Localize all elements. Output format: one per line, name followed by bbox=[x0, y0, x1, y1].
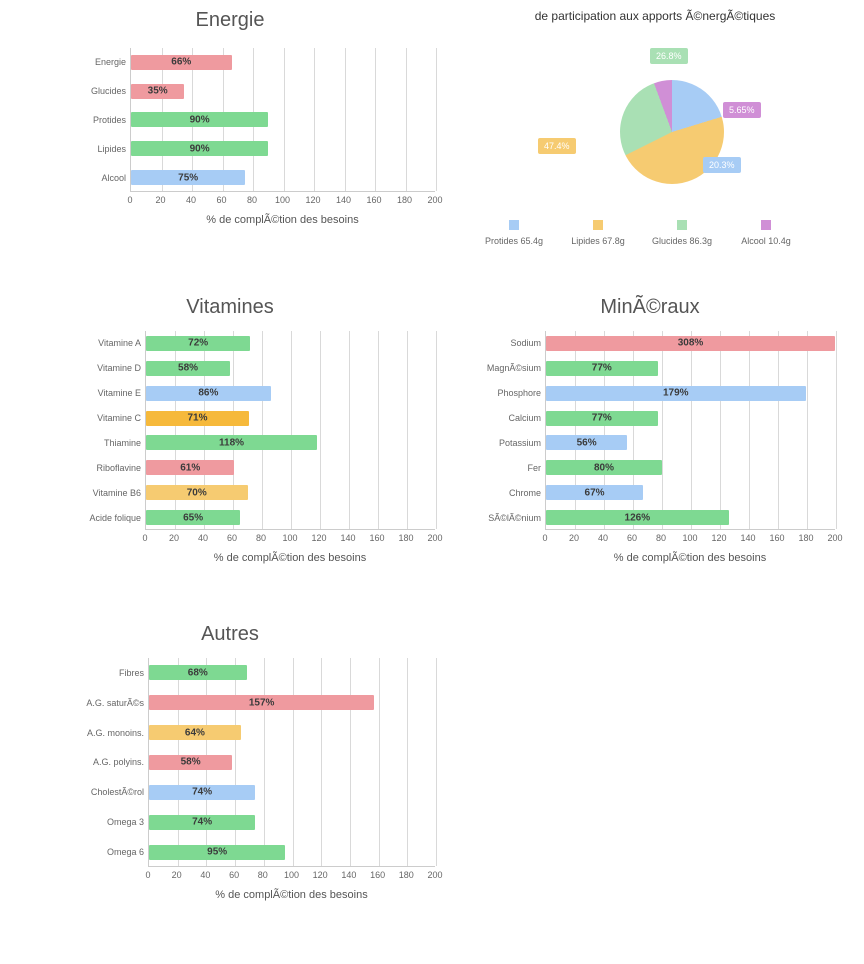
category-label: A.G. saturÃ©s bbox=[86, 697, 144, 708]
plot-area bbox=[486, 331, 835, 530]
legend-label: Alcool 10.4g bbox=[741, 236, 791, 246]
category-label: Alcool bbox=[101, 172, 126, 183]
bar bbox=[146, 386, 271, 401]
bar-value-label: 75% bbox=[178, 172, 199, 184]
x-tick-label: 200 bbox=[427, 870, 443, 880]
x-tick-label: 120 bbox=[311, 533, 327, 543]
bar bbox=[131, 141, 268, 156]
legend-item[interactable] bbox=[556, 220, 640, 246]
category-label: Vitamine A bbox=[98, 338, 141, 349]
x-tick-label: 180 bbox=[398, 870, 414, 880]
x-tick-label: 20 bbox=[155, 195, 166, 205]
bar-row bbox=[106, 837, 435, 867]
x-tick-label: 160 bbox=[369, 533, 385, 543]
bar-row bbox=[510, 331, 835, 356]
bar-value-label: 56% bbox=[576, 437, 597, 449]
x-tick-label: 200 bbox=[427, 533, 443, 543]
category-label: SÃ©lÃ©nium bbox=[488, 512, 541, 523]
legend-label: Lipides 67.8g bbox=[571, 236, 625, 246]
bar bbox=[131, 112, 268, 127]
gridline bbox=[436, 48, 437, 191]
bar-value-label: 95% bbox=[207, 846, 228, 858]
bar-row bbox=[486, 356, 835, 381]
bar-row bbox=[86, 718, 435, 748]
gridline bbox=[436, 331, 437, 529]
x-tick-label: 0 bbox=[542, 533, 548, 543]
x-tick-label: 100 bbox=[282, 533, 298, 543]
x-tick-label: 60 bbox=[226, 533, 238, 543]
category-label: Omega 3 bbox=[106, 817, 144, 828]
bar bbox=[546, 435, 627, 450]
bar-row bbox=[86, 688, 435, 718]
bar-chart-vitamines bbox=[89, 331, 443, 576]
bar bbox=[546, 460, 662, 475]
plot-area bbox=[86, 658, 435, 867]
legend-swatch bbox=[677, 220, 687, 230]
legend-label: Protides 65.4g bbox=[484, 236, 544, 246]
bar bbox=[146, 510, 240, 525]
bar-value-label: 61% bbox=[180, 462, 201, 474]
bar bbox=[546, 411, 658, 426]
bar-chart-energie bbox=[90, 48, 443, 238]
bar-value-label: 68% bbox=[187, 667, 208, 679]
x-tick-label: 80 bbox=[655, 533, 667, 543]
bar-value-label: 80% bbox=[593, 462, 615, 474]
legend-swatch bbox=[509, 220, 519, 230]
bar bbox=[146, 336, 250, 351]
bar bbox=[546, 386, 806, 401]
category-label: Vitamine B6 bbox=[92, 487, 141, 498]
plot-area bbox=[89, 331, 435, 530]
category-label: Vitamine E bbox=[97, 388, 141, 399]
bar bbox=[546, 336, 835, 351]
bar-row bbox=[92, 748, 435, 778]
bar-value-label: 66% bbox=[171, 56, 192, 68]
legend-item[interactable] bbox=[472, 220, 556, 246]
x-tick-label: 140 bbox=[341, 870, 357, 880]
x-tick-label: 20 bbox=[168, 533, 180, 543]
bar-row bbox=[89, 505, 435, 530]
category-label: MagnÃ©sium bbox=[486, 363, 541, 374]
x-tick-label: 20 bbox=[171, 870, 182, 880]
bar bbox=[146, 361, 230, 376]
category-label: Protides bbox=[92, 114, 126, 125]
category-label: CholestÃ©rol bbox=[90, 787, 144, 798]
bar bbox=[146, 411, 249, 426]
pie-slice-label: 5.65% bbox=[723, 102, 761, 118]
bar bbox=[546, 485, 643, 500]
bar-value-label: 77% bbox=[591, 412, 612, 424]
category-label: Glucides bbox=[90, 86, 126, 97]
legend-item[interactable] bbox=[640, 220, 724, 246]
chart-panel-vitamines bbox=[20, 295, 443, 585]
bar bbox=[149, 845, 285, 860]
x-tick-label: 60 bbox=[229, 870, 240, 880]
legend-item[interactable] bbox=[724, 220, 808, 246]
chart-panel-mineraux bbox=[440, 295, 860, 585]
bar bbox=[149, 785, 255, 800]
x-tick-label: 40 bbox=[197, 533, 209, 543]
category-label: A.G. monoins. bbox=[86, 727, 144, 738]
bar bbox=[131, 84, 184, 99]
pie-slice-label: 26.8% bbox=[650, 48, 688, 64]
gridline bbox=[836, 331, 837, 529]
chart-title-apports: de participation aux apports Ã©nergÃ©tiques bbox=[534, 9, 776, 23]
bar-row bbox=[92, 480, 435, 505]
bar bbox=[149, 725, 241, 740]
bar-value-label: 71% bbox=[187, 412, 208, 424]
bar-value-label: 67% bbox=[584, 487, 605, 499]
pie-slice-label: 47.4% bbox=[538, 138, 576, 154]
x-tick-label: 0 bbox=[145, 870, 151, 880]
x-tick-label: 160 bbox=[769, 533, 785, 543]
pie-legend bbox=[472, 220, 838, 246]
x-tick-label: 80 bbox=[257, 870, 268, 880]
category-label: Potassium bbox=[498, 437, 541, 448]
bar bbox=[146, 485, 248, 500]
category-label: Lipides bbox=[97, 143, 126, 154]
bar-row bbox=[488, 505, 835, 530]
x-tick-label: 0 bbox=[127, 195, 133, 205]
category-label: A.G. polyins. bbox=[92, 757, 144, 768]
category-label: Vitamine C bbox=[97, 413, 141, 424]
bar-value-label: 126% bbox=[624, 512, 651, 524]
bar bbox=[146, 460, 234, 475]
bar-value-label: 118% bbox=[219, 437, 245, 449]
legend-label: Glucides 86.3g bbox=[651, 236, 713, 246]
category-label: Fer bbox=[527, 462, 541, 473]
bar bbox=[149, 815, 255, 830]
x-axis-title: % de complÃ©tion des besoins bbox=[213, 552, 367, 564]
legend-swatch bbox=[761, 220, 771, 230]
chart-title-autres: Autres bbox=[201, 623, 259, 645]
x-tick-label: 140 bbox=[340, 533, 356, 543]
bar-value-label: 157% bbox=[248, 697, 275, 709]
chart-panel-autres bbox=[20, 622, 443, 922]
bar-row bbox=[527, 455, 835, 480]
bar-value-label: 58% bbox=[180, 756, 201, 768]
category-label: Acide folique bbox=[89, 512, 141, 523]
category-label: Phosphore bbox=[497, 388, 541, 399]
bar-row bbox=[103, 431, 435, 456]
bar-value-label: 308% bbox=[677, 337, 704, 349]
x-axis-title: % de complÃ©tion des besoins bbox=[206, 214, 359, 226]
bar-value-label: 77% bbox=[591, 362, 612, 374]
bar-row bbox=[97, 381, 435, 406]
bar-row bbox=[97, 356, 435, 381]
x-tick-label: 80 bbox=[255, 533, 267, 543]
bar-value-label: 65% bbox=[183, 512, 204, 524]
bar-value-label: 70% bbox=[186, 487, 207, 499]
bar-row bbox=[90, 777, 435, 807]
gridline bbox=[436, 658, 437, 866]
x-tick-label: 120 bbox=[305, 195, 321, 205]
bar bbox=[149, 665, 247, 680]
bar bbox=[149, 695, 374, 710]
bar-value-label: 74% bbox=[192, 786, 213, 798]
x-tick-label: 180 bbox=[396, 195, 413, 205]
bar-value-label: 90% bbox=[189, 114, 210, 126]
category-label: Fibres bbox=[118, 667, 144, 678]
x-tick-label: 40 bbox=[185, 195, 197, 205]
bar bbox=[131, 170, 245, 185]
x-axis-title: % de complÃ©tion des besoins bbox=[215, 889, 368, 901]
x-tick-label: 120 bbox=[711, 533, 727, 543]
bar-row bbox=[90, 77, 435, 106]
bar-row bbox=[98, 331, 435, 356]
chart-title-vitamines: Vitamines bbox=[186, 296, 274, 318]
bar-row bbox=[96, 455, 435, 480]
x-axis-title: % de complÃ©tion des besoins bbox=[613, 552, 767, 564]
x-tick-label: 100 bbox=[274, 195, 291, 205]
bar-row bbox=[92, 106, 435, 135]
category-label: Vitamine D bbox=[97, 363, 141, 374]
x-tick-label: 40 bbox=[200, 870, 211, 880]
bar-value-label: 74% bbox=[192, 816, 213, 828]
plot-area bbox=[90, 48, 435, 192]
bar-row bbox=[97, 134, 435, 163]
category-label: Chrome bbox=[508, 487, 541, 498]
x-tick-label: 60 bbox=[626, 533, 638, 543]
bar-chart-autres bbox=[86, 658, 443, 913]
bar-row bbox=[101, 163, 435, 192]
category-label: Sodium bbox=[510, 338, 541, 349]
x-tick-label: 160 bbox=[370, 870, 386, 880]
category-label: Calcium bbox=[508, 413, 541, 424]
pie-chart-apports bbox=[460, 32, 850, 248]
x-tick-label: 160 bbox=[366, 195, 382, 205]
bar-value-label: 179% bbox=[662, 387, 689, 399]
bar-row bbox=[498, 431, 835, 456]
bar-value-label: 90% bbox=[189, 143, 210, 155]
category-label: Energie bbox=[94, 57, 126, 68]
x-tick-label: 60 bbox=[216, 195, 227, 205]
bar bbox=[131, 55, 232, 70]
bar bbox=[546, 361, 658, 376]
bar-row bbox=[97, 406, 435, 431]
chart-title-mineraux: MinÃ©raux bbox=[600, 296, 700, 318]
bar-row bbox=[94, 48, 435, 77]
x-tick-label: 140 bbox=[740, 533, 756, 543]
category-label: Omega 6 bbox=[106, 847, 144, 858]
x-tick-label: 100 bbox=[682, 533, 698, 543]
bar bbox=[146, 435, 317, 450]
bar-row bbox=[508, 406, 835, 431]
x-tick-label: 80 bbox=[246, 195, 258, 205]
x-tick-label: 40 bbox=[597, 533, 609, 543]
bar-value-label: 72% bbox=[188, 337, 209, 349]
chart-panel-apports bbox=[460, 8, 850, 248]
bar-row bbox=[508, 480, 835, 505]
x-tick-label: 180 bbox=[798, 533, 814, 543]
chart-title-energie: Energie bbox=[195, 9, 265, 31]
legend-swatch bbox=[593, 220, 603, 230]
bar-value-label: 64% bbox=[184, 727, 205, 739]
x-tick-label: 140 bbox=[335, 195, 352, 205]
bar-value-label: 86% bbox=[198, 387, 219, 399]
x-tick-label: 100 bbox=[283, 870, 300, 880]
category-label: Thiamine bbox=[103, 437, 141, 448]
bar-value-label: 35% bbox=[147, 85, 168, 97]
bar bbox=[149, 755, 232, 770]
x-tick-label: 200 bbox=[427, 195, 443, 205]
pie-slice-label: 20.3% bbox=[703, 157, 741, 173]
x-tick-label: 0 bbox=[142, 533, 148, 543]
category-label: Riboflavine bbox=[96, 462, 141, 473]
x-tick-label: 200 bbox=[827, 533, 843, 543]
x-tick-label: 180 bbox=[398, 533, 414, 543]
bar-chart-mineraux bbox=[486, 331, 843, 576]
x-tick-label: 20 bbox=[568, 533, 580, 543]
bar bbox=[546, 510, 729, 525]
bar-row bbox=[106, 807, 435, 837]
bar-row bbox=[118, 658, 435, 688]
bar-value-label: 58% bbox=[178, 362, 199, 374]
bar-row bbox=[497, 381, 835, 406]
x-tick-label: 120 bbox=[312, 870, 328, 880]
chart-panel-energie bbox=[20, 8, 443, 238]
